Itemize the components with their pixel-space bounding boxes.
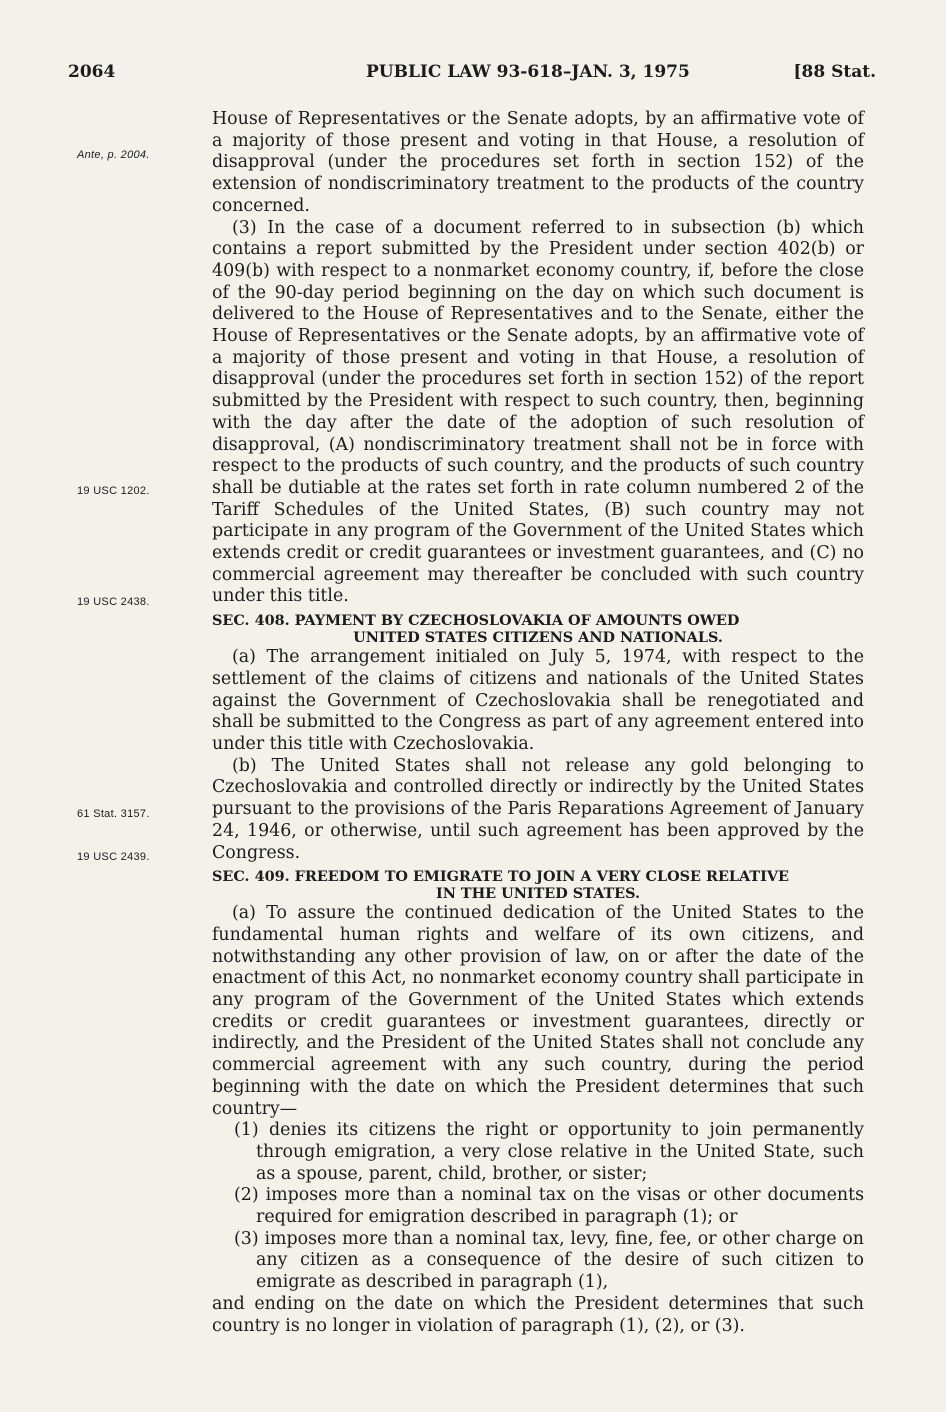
section-409-item-1: (1) denies its citizens the right or opportunity to join permanently through emigration, a very close relative in the United State, such as a spouse, parent, child, brother, or sister; [234, 1120, 864, 1184]
section-408-heading [212, 612, 864, 646]
paragraph-3: (3) In the case of a document referred to in subsection (b) which contains a report submitted by the President under section 402(b) or 409(b) with respect to a nonmarket economy country, if, before the close of the 90-day period beginning on the day on which such document is delivered to the House of Representatives and to the Senate, either the House of Representatives or the Senate adopts, by an affirmative vote of a majority of those present and voting in that House, a resolution of disapproval (under the procedures set forth in section 152) of the report submitted by the President with respect to such country, then, beginning with the day after the date of the adoption of such resolution of disapproval, (A) nondiscriminatory treatment shall not be in force with respect to the products of such country, and the products of such country shall be dutiable at the rates set forth in rate column numbered 2 of the Tariff Schedules of the United States, (B) such country may not participate in any program of the Government of the United States which extends credit or credit guarantees or investment guarantees, and (C) no commercial agreement may thereafter be concluded with such country under this title. [212, 217, 864, 607]
margin-note-ante: Ante, p. 2004. [77, 149, 150, 161]
section-409-closing: and ending on the date on which the President determines that such country is no longer in violation of paragraph (1), (2), or (3). [212, 1293, 864, 1336]
statute-reference: [88 Stat. [793, 62, 876, 82]
running-title: PUBLIC LAW 93-618–JAN. 3, 1975 [366, 62, 690, 82]
margin-note-19-usc-2439: 19 USC 2439. [77, 851, 150, 863]
page-number: 2064 [68, 62, 116, 82]
section-408-paragraph-a: (a) The arrangement initialed on July 5, 1974, with respect to the settlement of the claims of citizens and nationals of the United States against the Government of Czechoslovakia shall be renegotiated and shall be submitted to the Congress as part of any agreement entered into under this title with Czechoslovakia. [212, 647, 864, 754]
section-409-paragraph-a: (a) To assure the continued dedication of the United States to the fundamental human rights and welfare of its own citizens, and notwithstanding any other provision of law, on or after the date of the enactment of this Act, no nonmarket economy country shall participate in any program of the Government of the United States which extends credits or credit guarantees or investment guarantees, directly or indirectly, and the President of the United States shall not conclude any commercial agreement with any such country, during the period beginning with the date on which the President determines that such country— [212, 903, 864, 1119]
section-408-heading-line2: UNITED STATES CITIZENS AND NATIONALS. [353, 629, 723, 647]
section-409-heading [212, 868, 864, 902]
margin-note-19-usc-2438: 19 USC 2438. [77, 596, 150, 608]
section-409-item-2: (2) imposes more than a nominal tax on the visas or other documents required for emigration described in paragraph (1); or [234, 1185, 864, 1228]
section-409-heading-line1: SEC. 409. FREEDOM TO EMIGRATE TO JOIN A VERY CLOSE RELATIVE [212, 868, 789, 886]
section-409-heading-line2: IN THE UNITED STATES. [435, 885, 641, 903]
body-text [212, 109, 864, 1337]
section-408-heading-line1: SEC. 408. PAYMENT BY CZECHOSLOVAKIA OF AMOUNTS OWED [212, 612, 740, 630]
margin-note-61-stat-3157: 61 Stat. 3157. [77, 808, 150, 820]
section-408-paragraph-b: (b) The United States shall not release any gold belonging to Czechoslovakia and controlled directly or indirectly by the United States pursuant to the provisions of the Paris Reparations Agreement of January 24, 1946, or otherwise, until such agreement has been approved by the Congress. [212, 755, 864, 863]
page-header [60, 62, 886, 86]
section-409-item-3: (3) imposes more than a nominal tax, levy, fine, fee, or other charge on any citizen as a consequence of the desire of such citizen to emigrate as described in paragraph (1), [234, 1228, 864, 1293]
margin-note-19-usc-1202: 19 USC 1202. [77, 485, 150, 497]
continuation-paragraph: House of Representatives or the Senate adopts, by an affirmative vote of a majority of those present and voting in that House, a resolution of disapproval (under the procedures set forth in section 152) of the extension of nondiscriminatory treatment to the products of the country concerned. [212, 109, 864, 216]
